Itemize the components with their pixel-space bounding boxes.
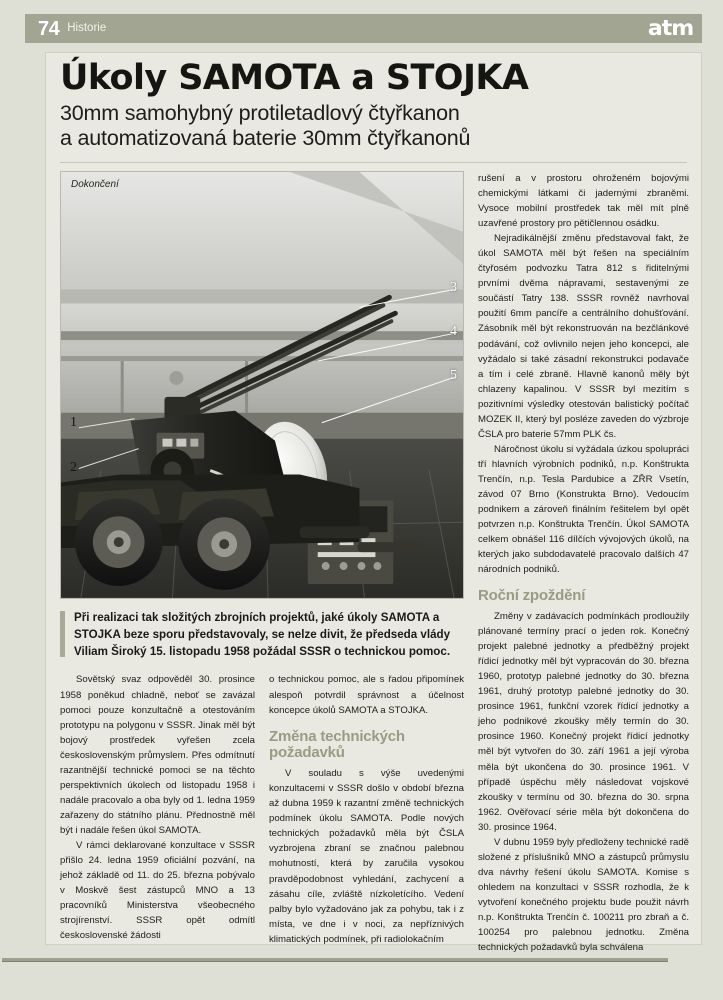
lower-columns: [60, 672, 464, 946]
column-right: [478, 171, 689, 955]
paragraph: rušení a v prostoru ohroženém bojovými chemickými látkami či jadernými zbraněmi. Vysoce mobilní prostředek tak měl mít plně uzavřené prostory pro pětičlennou osádku.: [478, 173, 689, 230]
paragraph: Nejradikálnější změnu představoval fakt, že úkol SAMOTA měl být řešen na speciálním čtyřosém podvozku Tatra 812 s řiditelnými prvními dvěma nápravami, sestavenými ze součástí Tatry 138. SSSR rovněž navrhoval použití 6mm pancíře a centrálního dohušťování. Zásobník měl být rekonstruován na bezčlánkové podávání, což ovlivnilo nejen jeho koncepci, ale vyžádalo si také zásadní rekonstrukci podavače a tím i celé zbraně. Hlavně kanonů měly být chlazeny kapalinou. V SSSR byl mezitím s pozitivními výsledky otestován balistický počítač MOZEK II, který byl posléze zaveden do výzbroje ČSLA pro baterie 57mm PLK čs.: [478, 233, 689, 440]
section-heading-zmena: Změna technických požadavků: [269, 727, 405, 762]
column-middle: [269, 672, 464, 946]
section-heading-rocni: Roční zpoždění: [478, 587, 586, 605]
atm-logo: atm: [647, 16, 694, 40]
article-panel: [45, 52, 702, 954]
photo-callout-2: 2: [70, 460, 77, 475]
article-photo: [60, 171, 464, 599]
paragraph: Sovětský svaz odpověděl 30. prosince 1958 poněkud chladně, neboť se zavázal pomoci pouze konzultačně a otestováním prototypu na polygonu v SSSR. Jinak měl být bojový prostředek vyřešen zcela československým průmyslem. Přes odmítnutí razantnější technické pomoci se na těchto perspektivních úkolech od listopadu 1958 i nadále pracovalo a oba byly od 1. ledna 1959 zařazeny do státního plánu. Přednostně měl být i nadále řešen úkol SAMOTA.: [60, 674, 255, 836]
running-head: [25, 14, 702, 43]
page-number: 74: [38, 17, 60, 40]
title-block: [46, 53, 701, 157]
paragraph: Změny v zadávacích podmínkách prodloužily plánované termíny prací o jeden rok. Konečný projekt palebné jednotky a předběžný projekt řídicí jednotky měl být vypracován do 30. března 1960, prototyp palebné jednotky do 30. března 1961, druhý prototyp palebné jednotky do 30. prosince 1961, funkční vzorek řídicí jednotky a jeho podnikové zkoušky měly termín do 30. prosince 1960. Konečný projekt řídicí jednotky měl být vytvořen do 30. září 1961 a její výroba měla být ukončena do 30. prosince 1961. V případě úspěchu měly následovat vojskové zkoušky v termínu od 30. března do 30. srpna 1962. Ověřovací série měla být dokončena do 30. prosince 1964.: [478, 611, 689, 833]
photo-caption: Dokončení: [71, 179, 119, 190]
left-zone: [60, 171, 464, 955]
article-body: [60, 171, 689, 955]
photo-callout-5: 5: [450, 368, 457, 383]
paragraph: V dubnu 1959 byly předloženy technické radě složené z příslušníků MNO a zástupců průmyslu dva návrhy řešení úkolu SAMOTA. Komise s ohledem na konzultaci v SSSR rozhodla, že k vytvoření konečného projektu bude použit návrh n.p. Konštrukta Trenčín č. 100211 pro zbraň a č. 100254 pro palebnou jednotku. Změna technických požadavků byla schválena: [478, 836, 689, 954]
paragraph: V souladu s výše uvedenými konzultacemi v SSSR došlo v období března až dubna 1959 k razantní změně technických podmínek úkolu SAMOTA. Podle nových technických požadavků měla být ČSLA vyzbrojena zbraní se značnou palebnou mohutností, která by zaručila vysokou pravděpodobnost vyhledání, zachycení a zásahu cíle, zvláště nízkoletícího. Vedení palby bylo vyžadováno jak za pohybu, tak i z místa, ve dne i v noci, za nepříznivých klimatických podmínek, při radiolokačním: [269, 768, 464, 945]
paragraph: Náročnost úkolu si vyžádala úzkou spolupráci tří hlavních výrobních podniků, n.p. Konštrukta Trenčín, n.p. Tesla Pardubice a ZŘR Vsetín, závod 07 Brno (Konstrukta Brno). Vedoucím podnikem a zároveň finálním řešitelem byl opět potvrzen n.p. Konštrukta Trenčín. Úkol SAMOTA celkem obnášel 116 dílčích vývojových úkolů, na kterých jako subdodavatelé pracovalo dalších 47 národních podniků.: [478, 443, 689, 576]
column-left: [60, 672, 255, 946]
photo-callout-3: 3: [450, 280, 457, 295]
title-divider: [60, 162, 687, 163]
pull-quote: Při realizaci tak složitých zbrojních projektů, jaké úkoly SAMOTA a STOJKA beze sporu představovaly, se nelze divit, že předseda vlády Viliam Široký 15. listopadu 1958 požádal SSSR o technickou pomoc.: [60, 609, 464, 660]
photo-callout-4: 4: [450, 324, 457, 339]
photo-callout-1: 1: [70, 415, 77, 430]
article-headline: Úkoly SAMOTA a STOJKA: [60, 58, 529, 98]
photo-illustration: [61, 172, 463, 598]
paragraph: o technickou pomoc, ale s řadou připomínek alespoň potvrdil správnost a účelnost koncepce úkolů SAMOTA a STOJKA.: [269, 674, 464, 716]
article-subhead-line1: 30mm samohybný protiletadlový čtyřkanon: [60, 100, 460, 125]
article-subhead-line2: a automatizovaná baterie 30mm čtyřkanonů: [60, 125, 471, 150]
paragraph: V rámci deklarované konzultace v SSSR přišlo 24. ledna 1959 oficiální pozvání, na jehož základě od 11. do 25. března pobývalo v Moskvě šest zástupců MNO a 13 pracovníků Ministerstva všeobecného strojírenství. SSSR opět odmítl československé žádosti: [60, 839, 255, 942]
section-label: Historie: [67, 21, 107, 34]
footer-divider: [2, 958, 668, 962]
